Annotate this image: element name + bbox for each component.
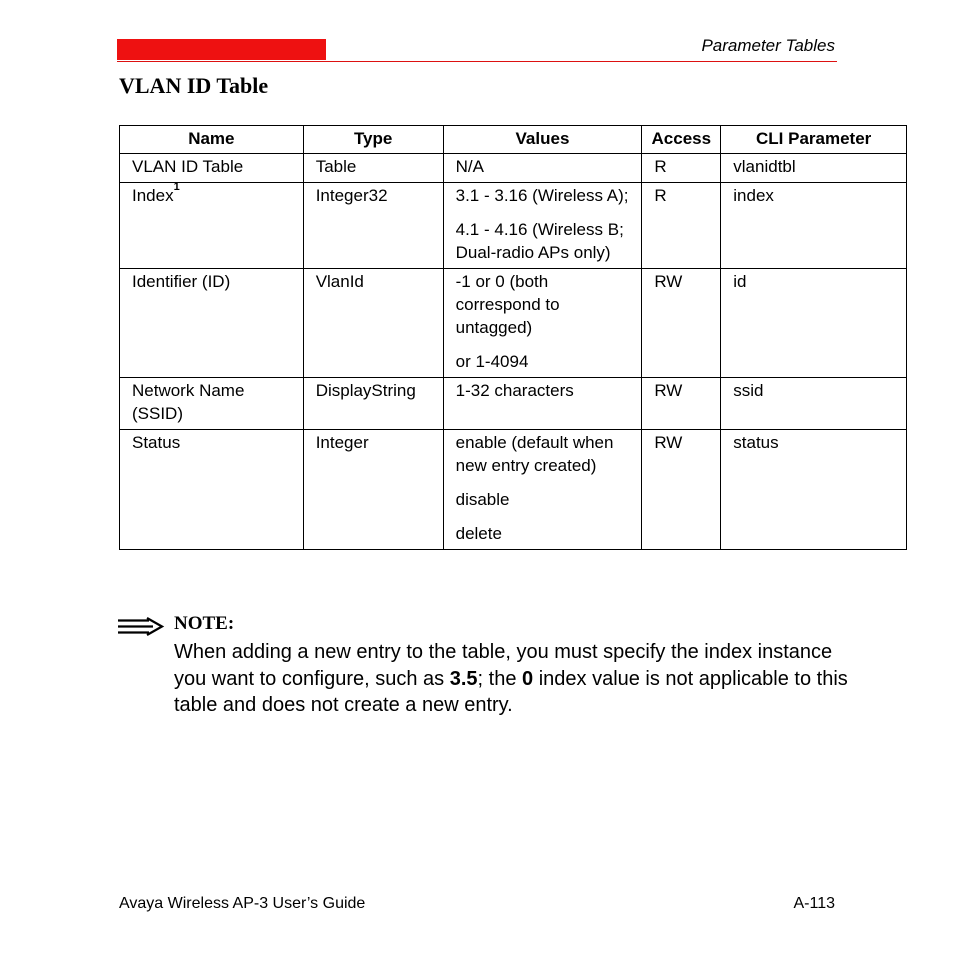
cell-values [443,154,642,183]
table-row [120,154,907,183]
value-line: delete [455,524,502,543]
column-header: Name [120,126,304,154]
cell-name [120,378,304,430]
cell-name-text: Network Name (SSID) [132,381,245,423]
cell-type: VlanId [303,269,443,378]
note-text: ; the [477,667,523,690]
cell-cli-parameter: vlanidtbl [721,154,907,183]
column-header: Access [642,126,721,154]
cell-access: R [642,183,721,269]
cell-cli-parameter: index [721,183,907,269]
cell-type: Table [303,154,443,183]
cell-name [120,183,304,269]
cell-values [443,183,642,269]
cell-access: RW [642,269,721,378]
cell-name [120,269,304,378]
cell-type: DisplayString [303,378,443,430]
section-title: VLAN ID Table [119,73,269,98]
note-label: NOTE: [174,613,235,634]
value-line: disable [455,490,510,509]
cell-name [120,154,304,183]
value-line: -1 or 0 (both correspond to untagged) [455,272,560,337]
parameter-table [119,125,907,550]
value-line: 1-32 characters [455,381,574,400]
value-line: 3.1 - 3.16 (Wireless A); [455,186,629,205]
note-text: index value is not applicable to this table and does not create a new entry. [174,667,848,716]
cell-cli-parameter: ssid [721,378,907,430]
table-row [120,269,907,378]
table-row [120,430,907,550]
cell-name-text: Identifier (ID) [132,272,231,291]
cell-access: RW [642,430,721,550]
note-emphasis: 0 [522,667,534,690]
cell-values [443,378,642,430]
footer-title: Avaya Wireless AP-3 User’s Guide [119,895,366,912]
note-arrow-icon [117,617,167,636]
value-line: or 1-4094 [455,352,529,371]
cell-cli-parameter: status [721,430,907,550]
note-text: When adding a new entry to the table, you must specify the index instance you want to configure, such as [174,641,833,690]
table-header-row [120,126,907,154]
table-row [120,183,907,269]
running-head: Parameter Tables [701,36,835,55]
table-row [120,378,907,430]
cell-name [120,430,304,550]
header-accent-bar [117,39,326,60]
header-rule [117,61,837,62]
cell-type: Integer32 [303,183,443,269]
cell-access: R [642,154,721,183]
cell-name-text: Status [132,433,181,452]
column-header: CLI Parameter [721,126,907,154]
value-line: 4.1 - 4.16 (Wireless B; Dual-radio APs only) [455,220,624,262]
cell-values [443,269,642,378]
cell-name-text: Index [132,186,174,205]
page-number: A-113 [793,895,835,912]
note-emphasis: 3.5 [449,667,478,690]
cell-type: Integer [303,430,443,550]
note-body [174,639,854,719]
footnote-marker: 1 [173,181,180,193]
cell-access: RW [642,378,721,430]
column-header: Values [443,126,642,154]
cell-cli-parameter: id [721,269,907,378]
column-header: Type [303,126,443,154]
value-line: N/A [455,157,484,176]
cell-values [443,430,642,550]
cell-name-text: VLAN ID Table [132,157,244,176]
value-line: enable (default when new entry created) [455,433,614,475]
